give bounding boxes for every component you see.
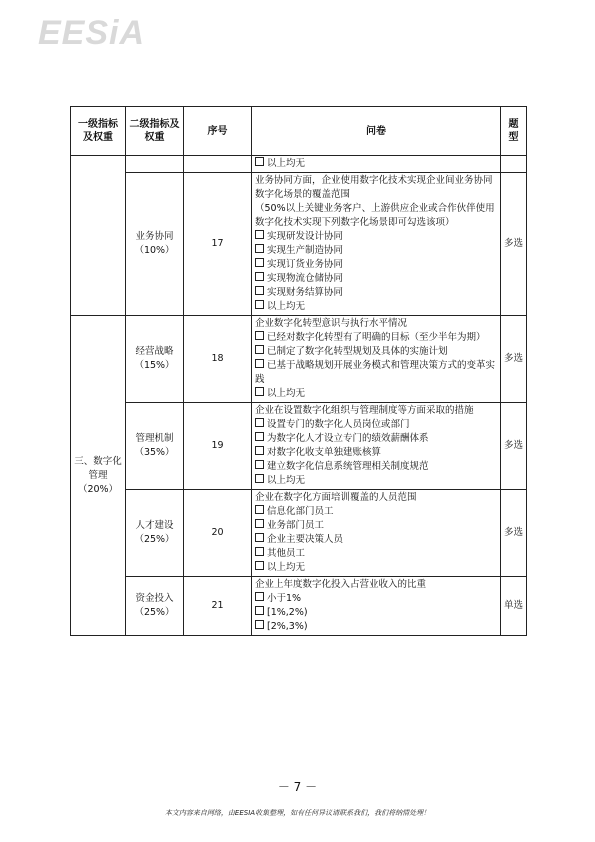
option-label: 实现物流仓储协同 (267, 273, 344, 284)
option-label: 以上均无 (267, 301, 306, 312)
question-stem: 企业在设置数字化组织与管理制度等方面采取的措施 (255, 405, 474, 416)
option-label: [2%,3%) (267, 621, 308, 632)
checkbox-icon (255, 387, 264, 396)
option-label: 实现订货业务协同 (267, 259, 344, 270)
level1-cell (71, 316, 126, 636)
header-seq: 序号 (184, 107, 252, 156)
footer-disclaimer: 本文内容来自网络，由EESIA收集整理，如有任何异议请联系我们，我们将纳情处理！ (164, 809, 431, 817)
checkbox-icon (255, 460, 264, 469)
option-label: 以上均无 (267, 158, 306, 169)
question-stem: 业务协同方面，企业使用数字化技术实现企业间业务协同数字化场景的覆盖范围 (255, 175, 493, 200)
option-label: 已制定了数字化转型规划及具体的实施计划 (267, 346, 448, 357)
table-row (71, 403, 527, 490)
seq-cell: 21 (184, 577, 252, 636)
option-label: 小于1% (267, 593, 302, 604)
level1-weight: （20%） (77, 483, 119, 495)
level2-name: 资金投入 (135, 593, 174, 604)
option-label: [1%,2%) (267, 607, 308, 618)
questionnaire-table (70, 106, 527, 636)
question-cell (252, 316, 501, 403)
level2-name: 人才建设 (135, 520, 174, 531)
seq-cell: 18 (184, 316, 252, 403)
checkbox-icon (255, 418, 264, 427)
qtype-cell: 单选 (501, 577, 527, 636)
option-label: 对数字化收支单独建账核算 (267, 447, 382, 458)
level2-cell-empty (126, 156, 184, 173)
level2-weight: （25%） (134, 607, 175, 618)
level2-cell (126, 173, 184, 316)
header-qtype: 题型 (501, 107, 527, 156)
qtype-cell: 多选 (501, 403, 527, 490)
option-label: 以上均无 (267, 475, 306, 486)
level2-weight: （35%） (134, 447, 175, 458)
checkbox-icon (255, 606, 264, 615)
option-label: 企业主要决策人员 (267, 534, 344, 545)
option-label: 设置专门的数字化人员岗位或部门 (267, 419, 410, 430)
seq-cell-empty (184, 156, 252, 173)
question-stem: 企业数字化转型意识与执行水平情况 (255, 318, 408, 329)
table-row (71, 577, 527, 636)
question-cell (252, 490, 501, 577)
header-question: 问卷 (252, 107, 501, 156)
option-label: 已基于战略规划开展业务模式和管理决策方式的变革实践 (255, 360, 496, 385)
checkbox-icon (255, 519, 264, 528)
header-level2: 二级指标及权重 (126, 107, 184, 156)
checkbox-icon (255, 331, 264, 340)
qtype-cell: 多选 (501, 490, 527, 577)
checkbox-icon (255, 533, 264, 542)
checkbox-icon (255, 272, 264, 281)
level2-cell (126, 577, 184, 636)
table-row (71, 156, 527, 173)
option-label: 其他员工 (267, 548, 306, 559)
header-level1: 一级指标及权重 (71, 107, 126, 156)
seq-cell: 19 (184, 403, 252, 490)
checkbox-icon (255, 474, 264, 483)
option-label: 建立数字化信息系统管理相关制度规范 (267, 461, 429, 472)
question-note: （50%以上关键业务客户、上游供应企业或合作伙伴使用数字化技术实现下列数字化场景即可勾选该项） (255, 203, 495, 228)
checkbox-icon (255, 592, 264, 601)
option-label: 信息化部门员工 (267, 506, 334, 517)
checkbox-icon (255, 300, 264, 309)
option-label: 已经对数字化转型有了明确的目标（至少半年为期） (267, 332, 486, 343)
option-label: 为数字化人才设立专门的绩效薪酬体系 (267, 433, 429, 444)
level2-weight: （15%） (134, 360, 175, 371)
option-label: 实现财务结算协同 (267, 287, 344, 298)
question-cell (252, 156, 501, 173)
level2-cell (126, 403, 184, 490)
checkbox-icon (255, 157, 264, 166)
option-label: 以上均无 (267, 562, 306, 573)
option-label: 业务部门员工 (267, 520, 325, 531)
eesia-logo: EESiA (38, 14, 146, 52)
level2-name: 经营战略 (135, 346, 174, 357)
checkbox-icon (255, 620, 264, 629)
question-cell (252, 577, 501, 636)
seq-cell: 17 (184, 173, 252, 316)
checkbox-icon (255, 359, 264, 368)
qtype-cell-empty (501, 156, 527, 173)
level2-weight: （10%） (134, 245, 175, 256)
checkbox-icon (255, 446, 264, 455)
level1-name: 三、数字化管理 (74, 455, 122, 481)
table-row (71, 316, 527, 403)
checkbox-icon (255, 432, 264, 441)
checkbox-icon (255, 345, 264, 354)
question-stem: 企业在数字化方面培训覆盖的人员范围 (255, 492, 417, 503)
header-row (71, 107, 527, 156)
question-cell (252, 173, 501, 316)
table-row (71, 173, 527, 316)
checkbox-icon (255, 561, 264, 570)
checkbox-icon (255, 230, 264, 239)
qtype-cell: 多选 (501, 173, 527, 316)
page-number: － 7 － (277, 780, 318, 794)
table-row (71, 490, 527, 577)
option-label: 实现研发设计协同 (267, 231, 344, 242)
checkbox-icon (255, 258, 264, 267)
option-label: 实现生产制造协同 (267, 245, 344, 256)
level2-name: 管理机制 (135, 433, 174, 444)
option-label: 以上均无 (267, 388, 306, 399)
seq-cell: 20 (184, 490, 252, 577)
checkbox-icon (255, 505, 264, 514)
question-cell (252, 403, 501, 490)
level2-cell (126, 490, 184, 577)
level2-name: 业务协同 (135, 231, 174, 242)
question-stem: 企业上年度数字化投入占营业收入的比重 (255, 579, 427, 590)
checkbox-icon (255, 244, 264, 253)
checkbox-icon (255, 286, 264, 295)
level2-weight: （25%） (134, 534, 175, 545)
level1-cell-empty (71, 156, 126, 316)
checkbox-icon (255, 547, 264, 556)
qtype-cell: 多选 (501, 316, 527, 403)
level2-cell (126, 316, 184, 403)
